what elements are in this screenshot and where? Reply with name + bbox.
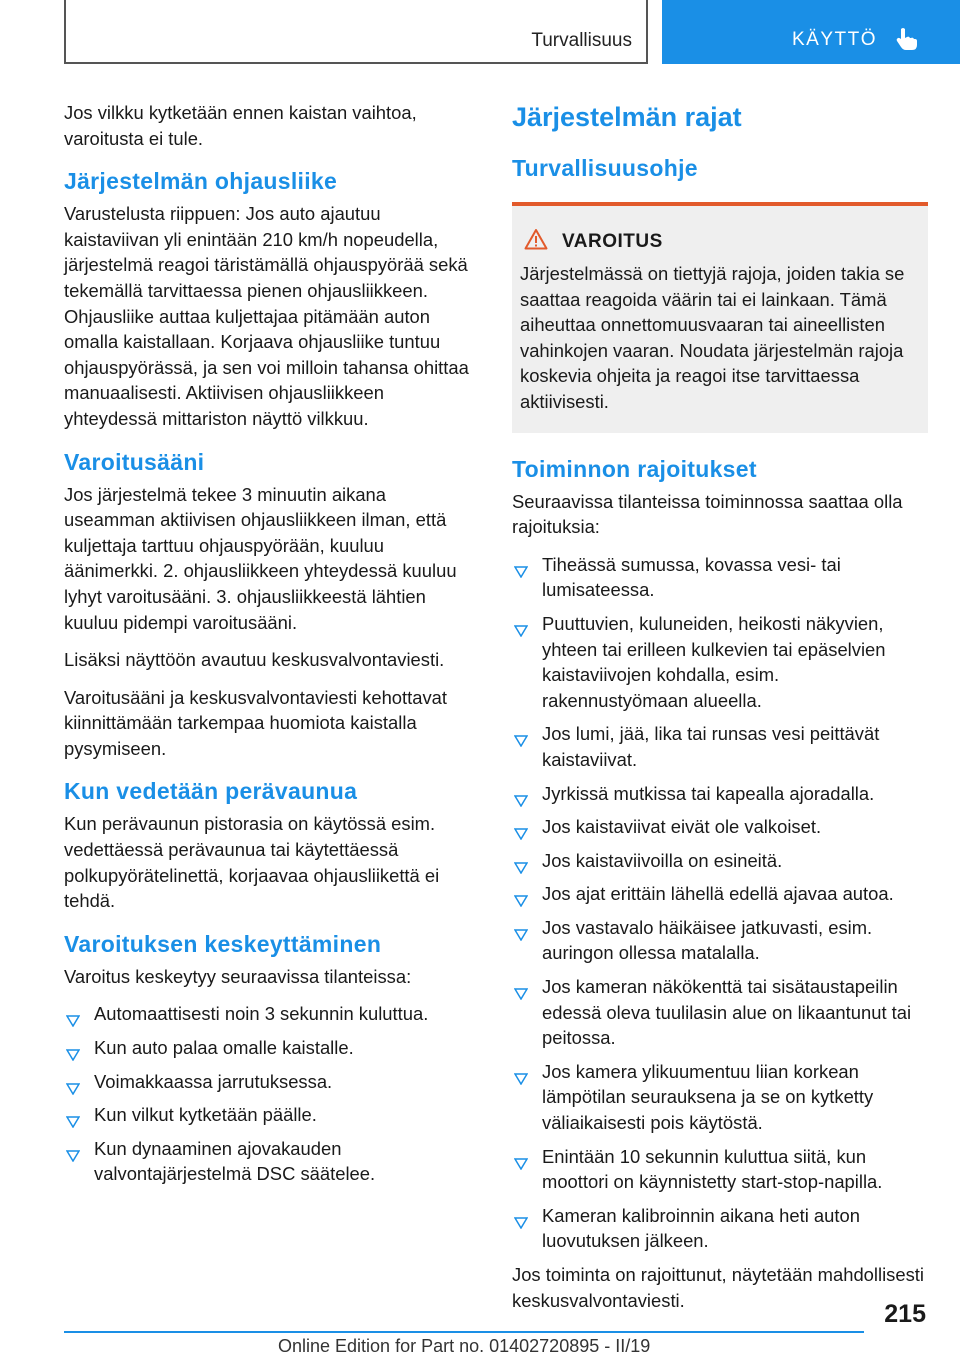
section-title-interrupt: Varoituksen keskeyttäminen (64, 930, 382, 957)
triangle-bullet-icon (514, 981, 528, 1007)
footer-edition-text: Online Edition for Part no. 01402720895 - II/19 (278, 1336, 651, 1356)
section-title-limitations: Toiminnon rajoitukset (512, 455, 757, 482)
header-chapter-label: KÄYTTÖ (792, 29, 878, 50)
triangle-bullet-icon (66, 1109, 80, 1135)
header-section-title: Turvallisuus (531, 30, 632, 51)
triangle-bullet-icon (66, 1143, 80, 1169)
triangle-bullet-icon (66, 1008, 80, 1034)
page-number: 215 (884, 1300, 926, 1328)
warning-header (520, 228, 914, 255)
paragraph: Varoitus keskeytyy seuraavissa tilanteissa: (64, 965, 412, 987)
page-title: Järjestelmän rajat (512, 102, 742, 132)
limitations-list (512, 552, 928, 1254)
list-item: Jos kaistaviivoilla on esineitä. (512, 848, 928, 874)
triangle-bullet-icon (514, 1066, 528, 1092)
list-item: Kun dynaaminen ajovakauden valvontajärjestelmä DSC säätelee. (64, 1136, 480, 1187)
list-item: Jos kamera ylikuumentuu liian korkean lämpötilan seurauksena ja se on kytketty väliaikaisesti pois käytöstä. (512, 1059, 928, 1136)
list-item: Jos kaistaviivat eivät ole valkoiset. (512, 814, 928, 840)
list-item: Jos kameran näkökenttä tai sisätaustapeilin edessä oleva tuulilasin alue on likaantunut tai peitossa. (512, 974, 928, 1051)
interrupt-list (64, 1001, 480, 1187)
list-item: Jyrkissä mutkissa tai kapealla ajoradalla. (512, 781, 928, 807)
triangle-bullet-icon (514, 1210, 528, 1236)
list-item: Puuttuvien, kuluneiden, heikosti näkyvien, yhteen tai erilleen kulkevien tai epäselvien kaistaviivojen kohdalla, esim. rakennustyömaan alueella. (512, 611, 928, 713)
list-item: Voimakkaassa jarrutuksessa. (64, 1069, 480, 1095)
paragraph: Jos järjestelmä tekee 3 minuutin aikana useamman aktiivisen ohjausliikkeen ilman, että kuljettaja tarttuu ohjauspyörään, kuuluu äänimerkki. 2. ohjausliikkeen yhteydessä kuuluu lyhyt varoitusääni. 3. ohjausliikkeestä lähtien kuuluu pidempi varoitusääni. (64, 483, 457, 633)
list-item: Automaattisesti noin 3 sekunnin kuluttua. (64, 1001, 480, 1027)
left-column (64, 100, 480, 1195)
section-title-trailer: Kun vedetään perävaunua (64, 778, 358, 805)
warning-text: Järjestelmässä on tiettyjä rajoja, joiden takia se saattaa reagoida väärin tai ei lainkaan. Tämä aiheuttaa onnettomuusvaaran tai aineellisten vahinkojen vaaran. Noudata järjestelmän rajoja koskevia ohjeita ja reagoi itse tarvittaessa aktiivisesti. (520, 263, 905, 412)
triangle-bullet-icon (66, 1042, 80, 1068)
section-title-warning-sound: Varoitusääni (64, 448, 205, 475)
header-section-box (64, 0, 648, 64)
paragraph: Lisäksi näyttöön avautuu keskusvalvontaviesti. (64, 649, 445, 671)
warning-title: VAROITUS (562, 230, 663, 252)
paragraph: Seuraavissa tilanteissa toiminnossa saattaa olla rajoituksia: (512, 490, 903, 538)
paragraph: Varustelusta riippuen: Jos auto ajautuu kaistaviivan yli enintään 210 km/h nopeudella, järjestelmä reagoi täristämällä ohjauspyörää sekä tekemällä tarvittaessa pienen ohjausliikkeen. Ohjausliike auttaa kuljettajaa pitämään auton omalla kaistallaan. Korjaava ohjausliike tuntuu ohjauspyörässä, ja sen voi milloin tahansa ohittaa manuaalisesti. Aktiivisen ohjausliikkeen yhteydessä mittariston näyttö vilkkuu. (64, 203, 469, 429)
right-column (512, 100, 928, 1325)
section-title-steering: Järjestelmän ohjausliike (64, 168, 338, 195)
list-item: Jos ajat erittäin lähellä edellä ajavaa autoa. (512, 881, 928, 907)
paragraph: Jos toiminta on rajoittunut, näytetään mahdollisesti keskusvalvontaviesti. (512, 1264, 924, 1311)
triangle-bullet-icon (514, 855, 528, 881)
footer-divider (64, 1331, 864, 1333)
triangle-bullet-icon (514, 821, 528, 847)
list-item: Kun auto palaa omalle kaistalle. (64, 1035, 480, 1061)
list-item: Jos lumi, jää, lika tai runsas vesi peittävät kaistaviivat. (512, 721, 928, 772)
section-title-safety: Turvallisuusohje (512, 155, 698, 181)
triangle-bullet-icon (514, 618, 528, 644)
intro-paragraph: Jos vilkku kytketään ennen kaistan vaihtoa, varoitusta ei tule. (64, 102, 417, 149)
list-item: Kameran kalibroinnin aikana heti auton luovutuksen jälkeen. (512, 1203, 928, 1254)
list-item: Jos vastavalo häikäisee jatkuvasti, esim. auringon ollessa matalalla. (512, 915, 928, 966)
triangle-bullet-icon (514, 888, 528, 914)
triangle-bullet-icon (514, 1151, 528, 1177)
triangle-bullet-icon (514, 788, 528, 814)
triangle-bullet-icon (66, 1076, 80, 1102)
list-item: Tiheässä sumussa, kovassa vesi- tai lumisateessa. (512, 552, 928, 603)
triangle-bullet-icon (514, 922, 528, 948)
paragraph: Kun perävaunun pistorasia on käytössä esim. vedettäessä perävaunua tai käytettäessä polkupyörätelinettä, korjaavaa ohjausliikettä ei tehdä. (64, 813, 440, 912)
list-item: Enintään 10 sekunnin kuluttua siitä, kun moottori on käynnistetty start-stop-napilla. (512, 1144, 928, 1195)
warning-box (512, 202, 928, 433)
list-item: Kun vilkut kytketään päälle. (64, 1102, 480, 1128)
paragraph: Varoitusääni ja keskusvalvontaviesti kehottavat kiinnittämään tarkempaa huomiota kaistalla pysymiseen. (64, 686, 448, 759)
triangle-bullet-icon (514, 728, 528, 754)
pointing-hand-icon (894, 26, 920, 57)
warning-triangle-icon (524, 228, 548, 255)
triangle-bullet-icon (514, 559, 528, 585)
